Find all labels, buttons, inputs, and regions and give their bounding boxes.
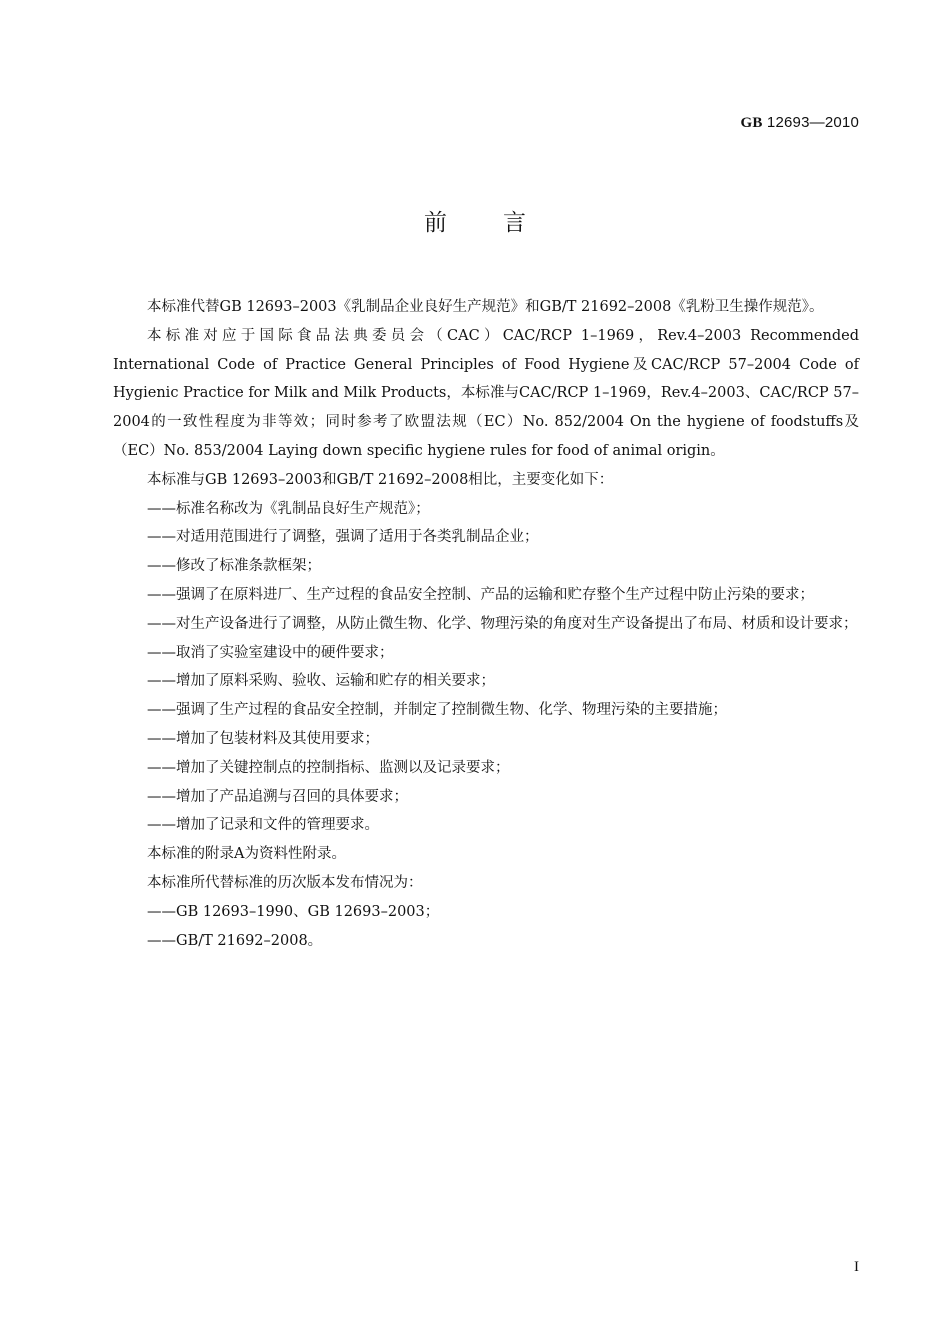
standard-code: [740, 114, 859, 132]
page-number: I: [854, 1259, 859, 1275]
paragraph-history-intro: 本标准所代替标准的历次版本发布情况为：: [147, 874, 423, 891]
change-item: ——取消了实验室建设中的硬件要求；: [147, 644, 394, 661]
change-item: ——增加了记录和文件的管理要求。: [147, 817, 379, 834]
change-item: ——增加了产品追溯与召回的具体要求；: [147, 788, 408, 805]
change-item: ——强调了在原料进厂、生产过程的食品安全控制、产品的运输和贮存整个生产过程中防止污染的要求；: [147, 586, 814, 603]
change-item: ——对生产设备进行了调整，从防止微生物、化学、物理污染的角度对生产设备提出了布局、材质和设计要求；: [147, 615, 858, 632]
change-item: ——强调了生产过程的食品安全控制，并制定了控制微生物、化学、物理污染的主要措施；: [147, 702, 727, 719]
paragraph-replaces: 本标准代替GB 12693–2003《乳制品企业良好生产规范》和GB/T 21692–2008《乳粉卫生操作规范》。: [147, 299, 824, 315]
change-item: ——对适用范围进行了调整，强调了适用于各类乳制品企业；: [147, 529, 539, 546]
standard-code-prefix: GB: [740, 115, 763, 131]
change-item: ——标准名称改为《乳制品良好生产规范》；: [147, 500, 430, 517]
paragraph-correspondence: 本标准对应于国际食品法典委员会（CAC）CAC/RCP 1–1969，Rev.4–2003 Recommended International Code of Practice General Principles of Food Hygiene及CAC/RCP 57–2004 Code of Hygienic Practice for Milk and Milk Products，本标准与CAC/RCP 1–1969，Rev.4–2003、CAC/RCP 57–2004的一致性程度为非等效；同时参考了欧盟法规（EC）No. 852/2004 On the hygiene of foodstuffs及（EC）No. 853/2004 Laying down specific hygiene rules for food of animal origin。: [113, 327, 859, 459]
change-item: ——增加了原料采购、验收、运输和贮存的相关要求；: [147, 673, 495, 690]
history-item: ——GB/T 21692–2008。: [147, 932, 323, 949]
change-item: ——增加了关键控制点的控制指标、监测以及记录要求；: [147, 759, 510, 776]
change-item: ——增加了包装材料及其使用要求；: [147, 730, 379, 747]
document-body: [113, 293, 859, 955]
history-item: ——GB 12693–1990、GB 12693–2003；: [147, 903, 440, 920]
paragraph-changes-intro: 本标准与GB 12693–2003和GB/T 21692–2008相比，主要变化如下：: [147, 471, 614, 488]
paragraph-annex-note: 本标准的附录A为资料性附录。: [147, 846, 346, 863]
standard-code-number: 12693—2010: [766, 114, 859, 131]
change-item: ——修改了标准条款框架；: [147, 558, 321, 575]
page-title: 前言: [424, 210, 582, 236]
